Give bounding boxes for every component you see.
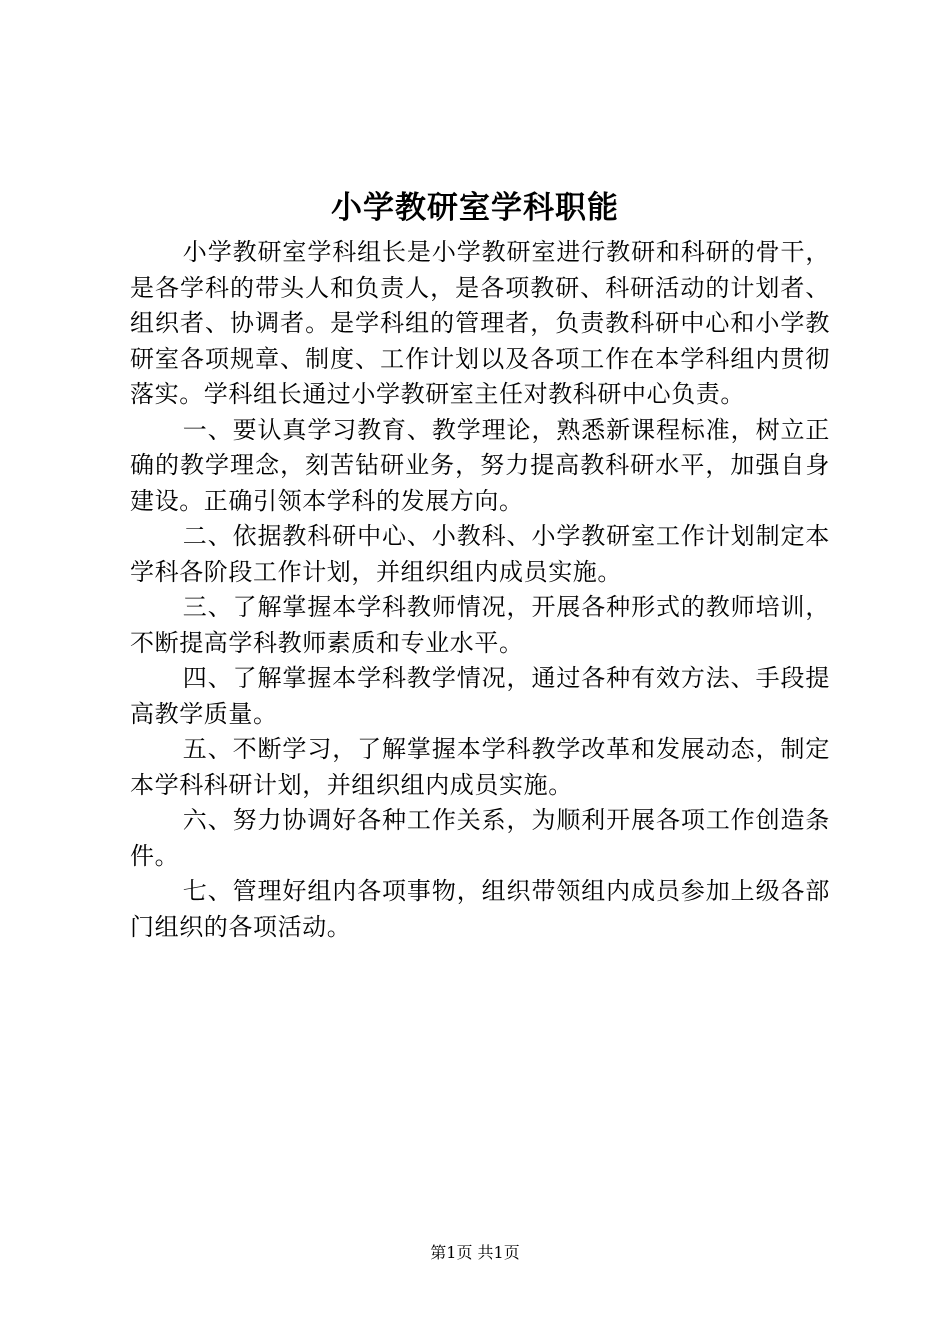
document-body <box>130 235 830 945</box>
page-footer: 第1页 共1页 <box>430 1243 520 1262</box>
paragraph-item-2: 二、依据教科研中心、小教科、小学教研室工作计划制定本学科各阶段工作计划，并组织组内成员实施。 <box>130 522 830 586</box>
paragraph-item-7: 七、管理好组内各项事物，组织带领组内成员参加上级各部门组织的各项活动。 <box>130 877 830 941</box>
paragraph-intro: 小学教研室学科组长是小学教研室进行教研和科研的骨干，是各学科的带头人和负责人，是各项教研、科研活动的计划者、组织者、协调者。是学科组的管理者，负责教科研中心和小学教研室各项规章、制度、工作计划以及各项工作在本学科组内贯彻落实。学科组长通过小学教研室主任对教科研中心负责。 <box>130 238 830 408</box>
paragraph-item-5: 五、不断学习，了解掌握本学科教学改革和发展动态，制定本学科科研计划，并组织组内成员实施。 <box>130 735 830 799</box>
paragraph-item-4: 四、了解掌握本学科教学情况，通过各种有效方法、手段提高教学质量。 <box>130 664 830 728</box>
paragraph-item-6: 六、努力协调好各种工作关系，为顺利开展各项工作创造条件。 <box>130 806 830 870</box>
paragraph-item-1: 一、要认真学习教育、教学理论，熟悉新课程标准，树立正确的教学理念，刻苦钻研业务，努力提高教科研水平，加强自身建设。正确引领本学科的发展方向。 <box>130 415 830 515</box>
document-title: 小学教研室学科职能 <box>331 190 619 226</box>
paragraph-item-3: 三、了解掌握本学科教师情况，开展各种形式的教师培训，不断提高学科教师素质和专业水平。 <box>130 593 830 657</box>
